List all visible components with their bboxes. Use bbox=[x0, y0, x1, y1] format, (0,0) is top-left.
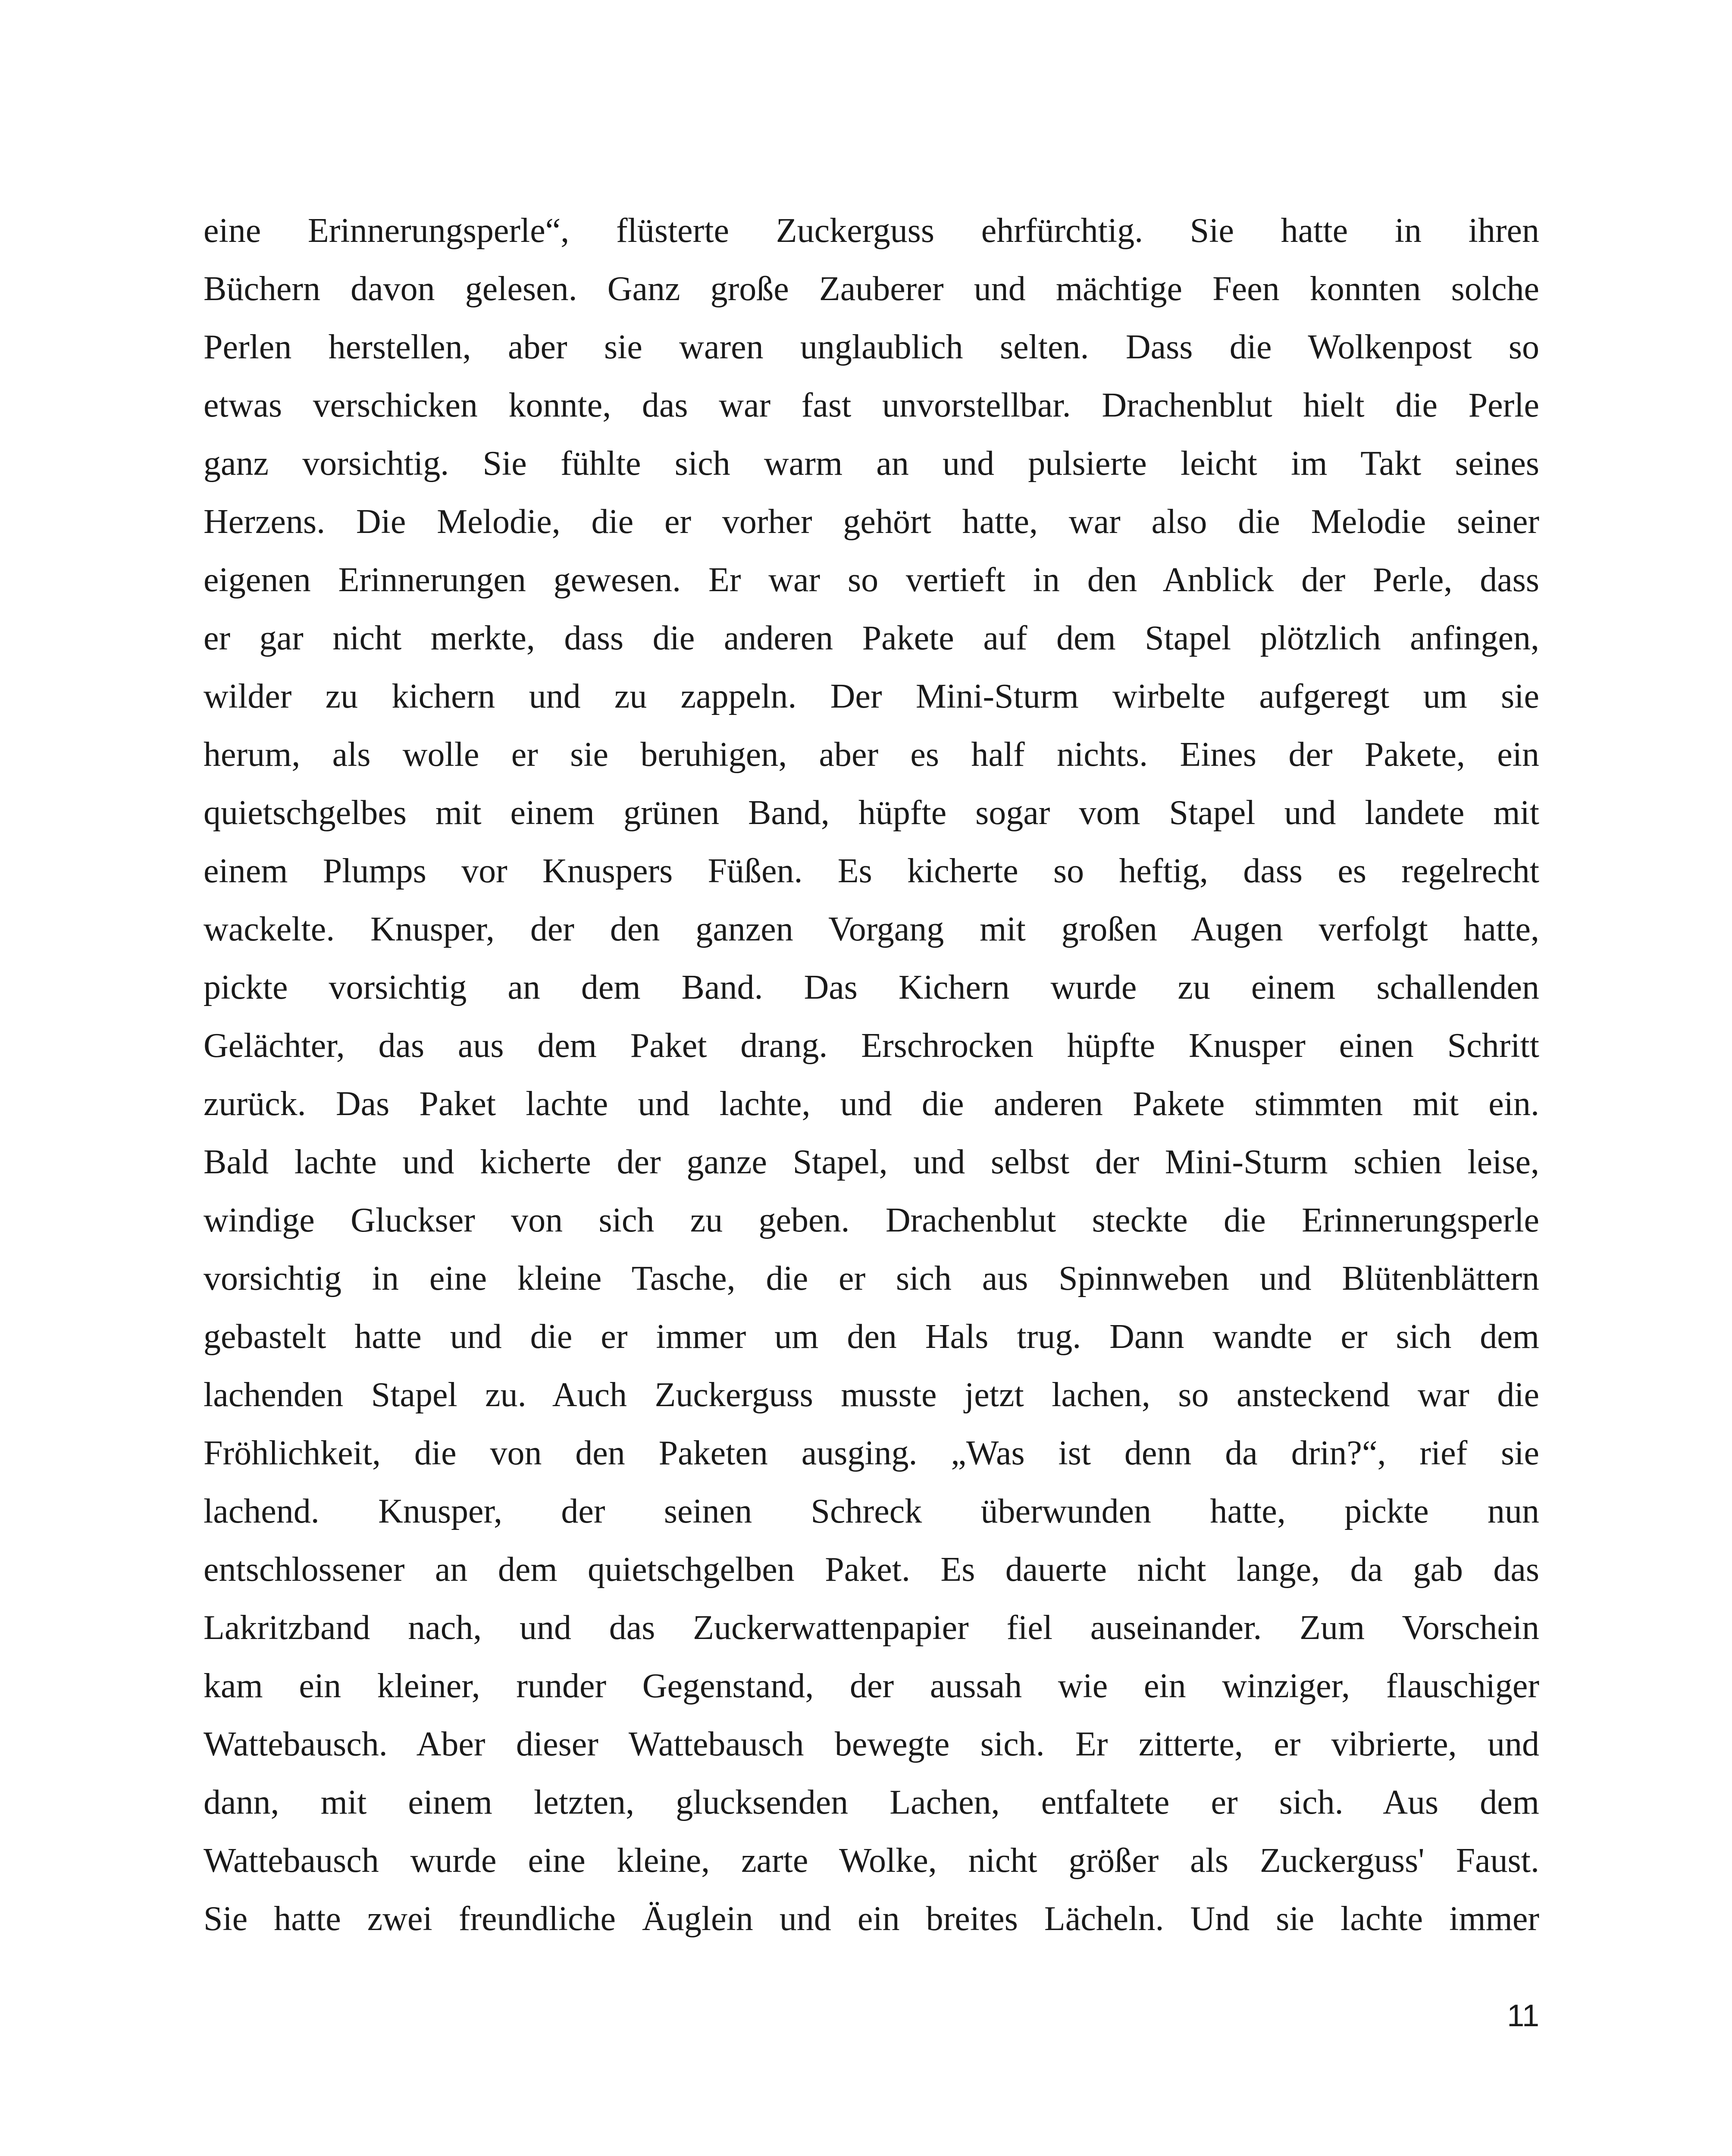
text-line: gebastelt hatte und die er immer um den Hals trug. Dann wandte er sich dem bbox=[204, 1318, 1539, 1356]
text-line: windige Gluckser von sich zu geben. Drachenblut steckte die Erinnerungsperle bbox=[204, 1201, 1539, 1239]
text-line: herum, als wolle er sie beruhigen, aber es half nichts. Eines der Pakete, ein bbox=[204, 736, 1539, 774]
text-line: wilder zu kichern und zu zappeln. Der Mini-Sturm wirbelte aufgeregt um sie bbox=[204, 677, 1539, 715]
text-line: Fröhlichkeit, die von den Paketen ausging. „Was ist denn da drin?“, rief sie bbox=[204, 1434, 1539, 1472]
text-line: pickte vorsichtig an dem Band. Das Kichern wurde zu einem schallenden bbox=[204, 968, 1539, 1006]
text-line: lachenden Stapel zu. Auch Zuckerguss musste jetzt lachen, so ansteckend war die bbox=[204, 1376, 1539, 1414]
text-line: eine Erinnerungsperle“, flüsterte Zuckerguss ehrfürchtig. Sie hatte in ihren bbox=[204, 212, 1539, 250]
text-line: entschlossener an dem quietschgelben Paket. Es dauerte nicht lange, da gab das bbox=[204, 1551, 1539, 1589]
text-line: vorsichtig in eine kleine Tasche, die er sich aus Spinnweben und Blütenblättern bbox=[204, 1260, 1539, 1297]
text-line: Perlen herstellen, aber sie waren unglaublich selten. Dass die Wolkenpost so bbox=[204, 328, 1539, 366]
text-line: Gelächter, das aus dem Paket drang. Erschrocken hüpfte Knusper einen Schritt bbox=[204, 1027, 1539, 1065]
text-line: Herzens. Die Melodie, die er vorher gehört hatte, war also die Melodie seiner bbox=[204, 503, 1539, 541]
text-line: eigenen Erinnerungen gewesen. Er war so vertieft in den Anblick der Perle, dass bbox=[204, 561, 1539, 599]
text-line: einem Plumps vor Knuspers Füßen. Es kicherte so heftig, dass es regelrecht bbox=[204, 852, 1539, 890]
text-line: etwas verschicken konnte, das war fast unvorstellbar. Drachenblut hielt die Perle bbox=[204, 386, 1539, 424]
text-line: wackelte. Knusper, der den ganzen Vorgang mit großen Augen verfolgt hatte, bbox=[204, 910, 1539, 948]
text-line: ganz vorsichtig. Sie fühlte sich warm an und pulsierte leicht im Takt seines bbox=[204, 445, 1539, 483]
text-line: Lakritzband nach, und das Zuckerwattenpapier fiel auseinander. Zum Vorschein bbox=[204, 1609, 1539, 1647]
text-line: zurück. Das Paket lachte und lachte, und die anderen Pakete stimmten mit ein. bbox=[204, 1085, 1539, 1123]
text-line: er gar nicht merkte, dass die anderen Pakete auf dem Stapel plötzlich anfingen, bbox=[204, 619, 1539, 657]
text-line: quietschgelbes mit einem grünen Band, hüpfte sogar vom Stapel und landete mit bbox=[204, 794, 1539, 832]
text-line: Büchern davon gelesen. Ganz große Zauberer und mächtige Feen konnten solche bbox=[204, 270, 1539, 308]
body-text bbox=[204, 202, 1539, 1948]
page-number: 11 bbox=[1507, 1999, 1539, 2033]
text-line: kam ein kleiner, runder Gegenstand, der aussah wie ein winziger, flauschiger bbox=[204, 1667, 1539, 1705]
text-line: Wattebausch wurde eine kleine, zarte Wolke, nicht größer als Zuckerguss' Faust. bbox=[204, 1842, 1539, 1880]
text-line: dann, mit einem letzten, glucksenden Lachen, entfaltete er sich. Aus dem bbox=[204, 1783, 1539, 1821]
text-line: Wattebausch. Aber dieser Wattebausch bewegte sich. Er zitterte, er vibrierte, und bbox=[204, 1725, 1539, 1763]
text-line: Sie hatte zwei freundliche Äuglein und ein breites Lächeln. Und sie lachte immer bbox=[204, 1900, 1539, 1938]
text-line: Bald lachte und kicherte der ganze Stapel, und selbst der Mini-Sturm schien leise, bbox=[204, 1143, 1539, 1181]
text-line: lachend. Knusper, der seinen Schreck überwunden hatte, pickte nun bbox=[204, 1492, 1539, 1530]
